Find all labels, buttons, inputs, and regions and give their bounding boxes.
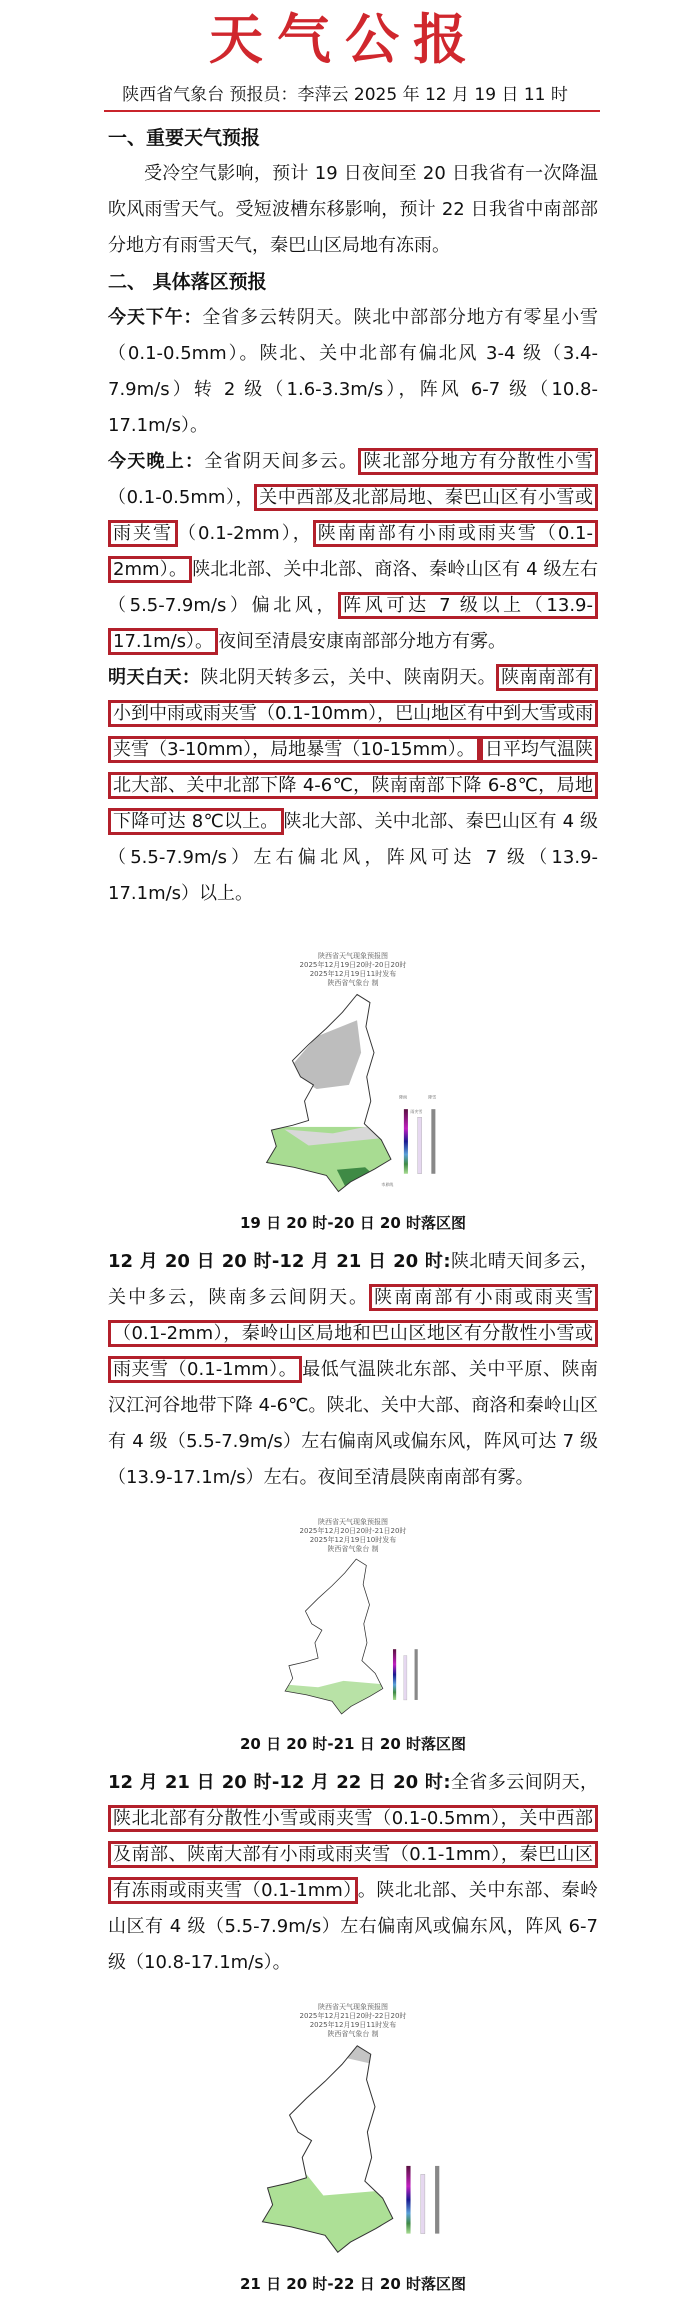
section-2-heading: 二、 具体落区预报	[108, 271, 267, 293]
map-period: 2025年12月21日20时-22日20时	[299, 2012, 407, 2020]
map-period: 2025年12月20日20时-21日20时	[299, 1527, 407, 1535]
map-title: 陕西省天气现象预报图	[318, 2003, 388, 2011]
map-issuer: 陕西省气象台 制	[327, 979, 379, 987]
legend-snow-bar	[415, 1649, 418, 1700]
forecast-text: 陕北大部、关中北部、秦巴山区有 4 级（5.5-7.9m/s）左右偏北风，阵风可达 7 级（13.9-17.1m/s）以上。	[108, 811, 599, 904]
forecast-map-3	[253, 2003, 453, 2259]
period-label: 12 月 20 日 20 时-12 月 21 日 20 时:	[108, 1251, 451, 1272]
bulletin-body	[108, 120, 598, 2305]
legend-rain-bar	[393, 1649, 396, 1700]
forecast-text: 全省阴天间多云。	[204, 451, 359, 472]
map-issuer: 陕西省气象台 制	[327, 2030, 379, 2038]
map-issued: 2025年12月19日10时发布	[309, 1536, 397, 1544]
forecast-text: （0.1-0.5mm），	[108, 487, 255, 508]
map-title: 陕西省天气现象预报图	[318, 952, 388, 960]
period-label: 明天白天：	[108, 667, 201, 688]
page-title: 天气公报	[209, 7, 481, 71]
period-label: 12 月 21 日 20 时-12 月 22 日 20 时:	[108, 1772, 451, 1793]
shaanxi-map	[253, 988, 453, 1198]
map-caption-3: 21 日 20 时-22 日 20 时落区图	[239, 2275, 467, 2293]
highlight-box: 关中西部及北部局地、秦巴山区有小雪或雨夹雪	[108, 484, 598, 547]
map-issued: 2025年12月19日11时发布	[309, 970, 397, 978]
highlight-box: 陕北部分地方有分散性小雪	[358, 448, 598, 475]
highlight-box: 陕南南部有小到中雨或雨夹雪（0.1-10mm），巴山地区有中到大雪或雨夹雪（3-10mm），局地暴雪（10-15mm）。	[108, 664, 598, 763]
period-label: 今天下午：	[108, 307, 203, 328]
legend-boundary: 市界线	[381, 1181, 394, 1187]
forecast-map-1	[253, 952, 453, 1198]
forecast-text: （0.1-2mm），	[178, 523, 313, 544]
forecast-text: 最低气温陕北东部、关中平原、陕南汉江河谷地带下降 4-6℃。陕北、关中大部、商洛和秦岭山区有 4 级（5.5-7.9m/s）左右偏南风或偏东风，阵风可达 7 级（13.9-17.1m/s）左右。夜间至清晨陕南南部有雾。	[108, 1359, 598, 1488]
legend	[381, 1094, 436, 1187]
header-divider	[104, 110, 600, 112]
legend-snow-bar	[435, 2166, 439, 2234]
map-issued: 2025年12月19日11时发布	[309, 2021, 397, 2029]
shaanxi-map	[278, 1554, 428, 1719]
issuer-line: 陕西省气象台 预报员：李萍云 2025 年 12 月 19 日 11 时	[122, 85, 568, 105]
legend-snow: 降雪	[428, 1094, 437, 1100]
dec20-forecast	[108, 1244, 598, 1496]
legend-rain-bar	[406, 2166, 410, 2234]
highlight-box: 陕北北部有分散性小雪或雨夹雪（0.1-0.5mm），关中西部及南部、陕南大部有小雨或雨夹雪（0.1-1mm），秦巴山区有冻雨或雨夹雪（0.1-1mm）	[108, 1805, 598, 1904]
highlight-box: 阵风可达 7 级以上（13.9-17.1m/s）。	[108, 592, 598, 655]
map-caption-1: 19 日 20 时-20 日 20 时落区图	[239, 1214, 467, 1232]
forecast-text: 。陕北北部、关中东部、秦岭山区有 4 级（5.5-7.9m/s）左右偏南风或偏东风，阵风 6-7 级（10.8-17.1m/s）。	[108, 1880, 598, 1973]
map-title: 陕西省天气现象预报图	[318, 1518, 388, 1526]
highlight-box: 陕南南部有小雨或雨夹雪（0.1-2mm），秦岭山区局地和巴山区地区有分散性小雪或雨夹雪（0.1-1mm）。	[108, 1284, 598, 1383]
section-1-heading: 一、重要天气预报	[108, 127, 261, 149]
forecast-map-2	[278, 1518, 428, 1719]
dec21-forecast	[108, 1765, 598, 1981]
highlight-box: 陕南南部有小雨或雨夹雪（0.1-2mm）。	[108, 520, 598, 583]
forecast-text: 全省多云转阴天。陕北中部部分地方有零星小雪（0.1-0.5mm）。陕北、关中北部有偏北风 3-4 级（3.4-7.9m/s）转 2 级（1.6-3.3m/s），阵风 6-7 级（10.8-17.1m/s）。	[108, 307, 599, 436]
highlight-box: 日平均气温陕北大部、关中北部下降 4-6℃，陕南南部下降 6-8℃，局地下降可达 8℃以上。	[108, 736, 598, 835]
forecast-text: 陕北北部、关中北部、商洛、秦岭山区有 4 级左右（5.5-7.9m/s）偏北风，	[108, 559, 598, 616]
period-label: 今天晚上：	[108, 451, 205, 472]
rain-area	[280, 1681, 382, 1719]
afternoon-forecast	[108, 300, 598, 444]
map-issuer: 陕西省气象台 制	[327, 1545, 379, 1553]
map-caption-2: 20 日 20 时-21 日 20 时落区图	[239, 1735, 467, 1753]
legend-mix: 雨夹雪	[410, 1109, 423, 1115]
shaanxi-map	[253, 2039, 453, 2259]
forecast-text: 陕北阴天转多云，关中、陕南阴天。	[200, 667, 497, 688]
legend-rain: 降雨	[399, 1094, 408, 1100]
forecast-text: 夜间至清晨安康南部部分地方有雾。	[218, 631, 507, 652]
forecast-text: 全省多云间阴天，	[450, 1772, 598, 1793]
tomorrow-forecast	[108, 660, 598, 912]
map-period: 2025年12月19日20时-20日20时	[299, 961, 407, 969]
forecast-text: 陕北晴天间多云，关中多云，陕南多云间阴天。	[108, 1251, 598, 1308]
legend-mix-bar	[421, 2174, 425, 2233]
tonight-forecast	[108, 444, 598, 660]
legend-mix-bar	[404, 1656, 407, 1700]
section-1-text: 受冷空气影响，预计 19 日夜间至 20 日我省有一次降温吹风雨雪天气。受短波槽东移影响，预计 22 日我省中南部部分地方有雨雪天气，秦巴山区局地有冻雨。	[108, 163, 598, 256]
